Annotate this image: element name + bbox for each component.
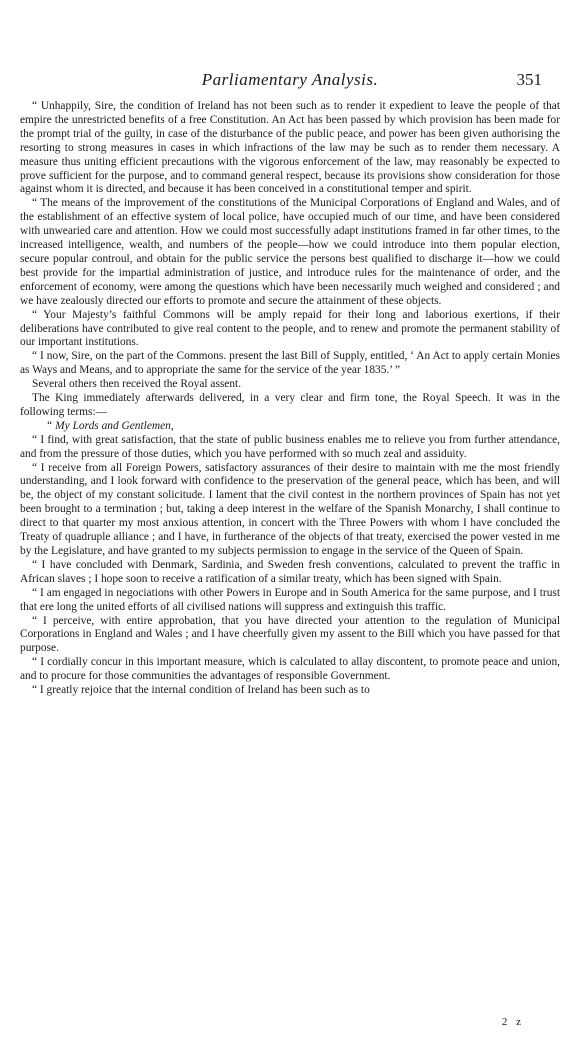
page-number: 351 xyxy=(516,70,542,89)
paragraph-negociations: “ I am engaged in negociations with other Powers in Europe and in South America for the same purpose, and I trust that ere long the united efforts of all civilised nations will suppress and extinguish this traffic. xyxy=(20,586,560,613)
paragraph-faithful-commons: “ Your Majesty’s faithful Commons will be amply repaid for their long and laborious exertions, if their deliberations have contributed to give real content to the people, and to renew and promote the permanent stability of our important institutions. xyxy=(20,308,560,349)
paragraph-ireland-condition: “ Unhappily, Sire, the condition of Ireland has not been such as to render it expedient to leave the people of that empire the unrestricted benefits of a free Constitution. An Act has been passed by which provision has been made for the prompt trial of the guilty, in case of the disturbance of the public peace, and power has been given authorising the resorting to strong measures in cases in which infractions of the law may be such as to render them necessary. A measure thus uniting efficient precautions with the vigorous enforcement of the law, may reasonably be expected to prove sufficient for the purpose, and to command general respect, because its provisions show consideration for those against whom it is directed, and because it has been conceived in a constitutional temper and spirit. xyxy=(20,100,560,196)
paragraph-public-business: “ I find, with great satisfaction, that the state of public business enables me to relieve you from further attendance, and from the pressure of those duties, which you have performed with so much zeal and assiduity. xyxy=(20,433,560,460)
paragraph-foreign-powers: “ I receive from all Foreign Powers, satisfactory assurances of their desire to maintain with me the most friendly understanding, and I look forward with confidence to the preservation of the general peace, which has been, and will be, the object of my constant solicitude. I lament that the civil contest in the northern provinces of Spain has not yet been brought to a termination ; but, taking a deep interest in the welfare of the Spanish Monarchy, I shall continue to direct to that quarter my most anxious attention, in concert with the Three Powers with whom I have concluded the Treaty of quadruple alliance ; and I have, in furtherance of the objects of that treaty, exercised the power vested in me by the Legislature, and have granted to my subjects permission to engage in the service of the Queen of Spain. xyxy=(20,461,560,557)
paragraph-important-measure: “ I cordially concur in this important measure, which is calculated to allay discontent, to promote peace and union, and to procure for those communities the advantages of responsible Government. xyxy=(20,656,560,683)
speech-salutation: “ My Lords and Gentlemen, xyxy=(46,419,174,432)
paragraph-municipal-approbation: “ I perceive, with entire approbation, that you have directed your attention to the regulation of Municipal Corporations in England and Wales ; and I have cheerfully given my assent to the Bill which you have passed for that purpose. xyxy=(20,614,560,655)
body-text xyxy=(20,100,560,698)
paragraph-slave-conventions: “ I have concluded with Denmark, Sardinia, and Sweden fresh conventions, calculated to prevent the traffic in African slaves ; I hope soon to receive a ratification of a similar treaty, which has been signed with Spain. xyxy=(20,558,560,585)
paragraph-royal-speech-intro: The King immediately afterwards delivered, in a very clear and firm tone, the Royal Speech. It was in the following terms:— xyxy=(20,392,560,418)
paragraph-ireland-rejoice: “ I greatly rejoice that the internal condition of Ireland has been such as to xyxy=(32,684,370,697)
running-title: Parliamentary Analysis. xyxy=(201,70,379,89)
paragraph-municipal-corporations: “ The means of the improvement of the constitutions of the Municipal Corporations of England and Wales, and of the establishment of an effective system of local police, have occupied much of our time, and have been considered with unwearied care and attention. How we could most successfully adapt institutions framed in far other times, to the increased intelligence, wealth, and numbers of the people—how we could introduce into them popular election, secure popular controul, and obtain for the public service the persons best qualified to discharge it—how we could best provide for the impartial administration of justice, and introduce rules for the maintenance of order, and the enforcement of economy, were among the questions which have been necessarily much weighed and considered ; and we have zealously directed our efforts to promote and secure the attainment of these objects. xyxy=(20,197,560,307)
paragraph-bill-of-supply: “ I now, Sire, on the part of the Commons. present the last Bill of Supply, entitled, ‘ An Act to apply certain Monies as Ways and Means, and to appropriate the same for the service of the year 1835.’ ” xyxy=(20,350,560,377)
signature-mark: 2 z xyxy=(501,1016,524,1028)
running-head xyxy=(20,70,560,94)
paragraph-royal-assent: Several others then received the Royal assent. xyxy=(32,378,242,391)
